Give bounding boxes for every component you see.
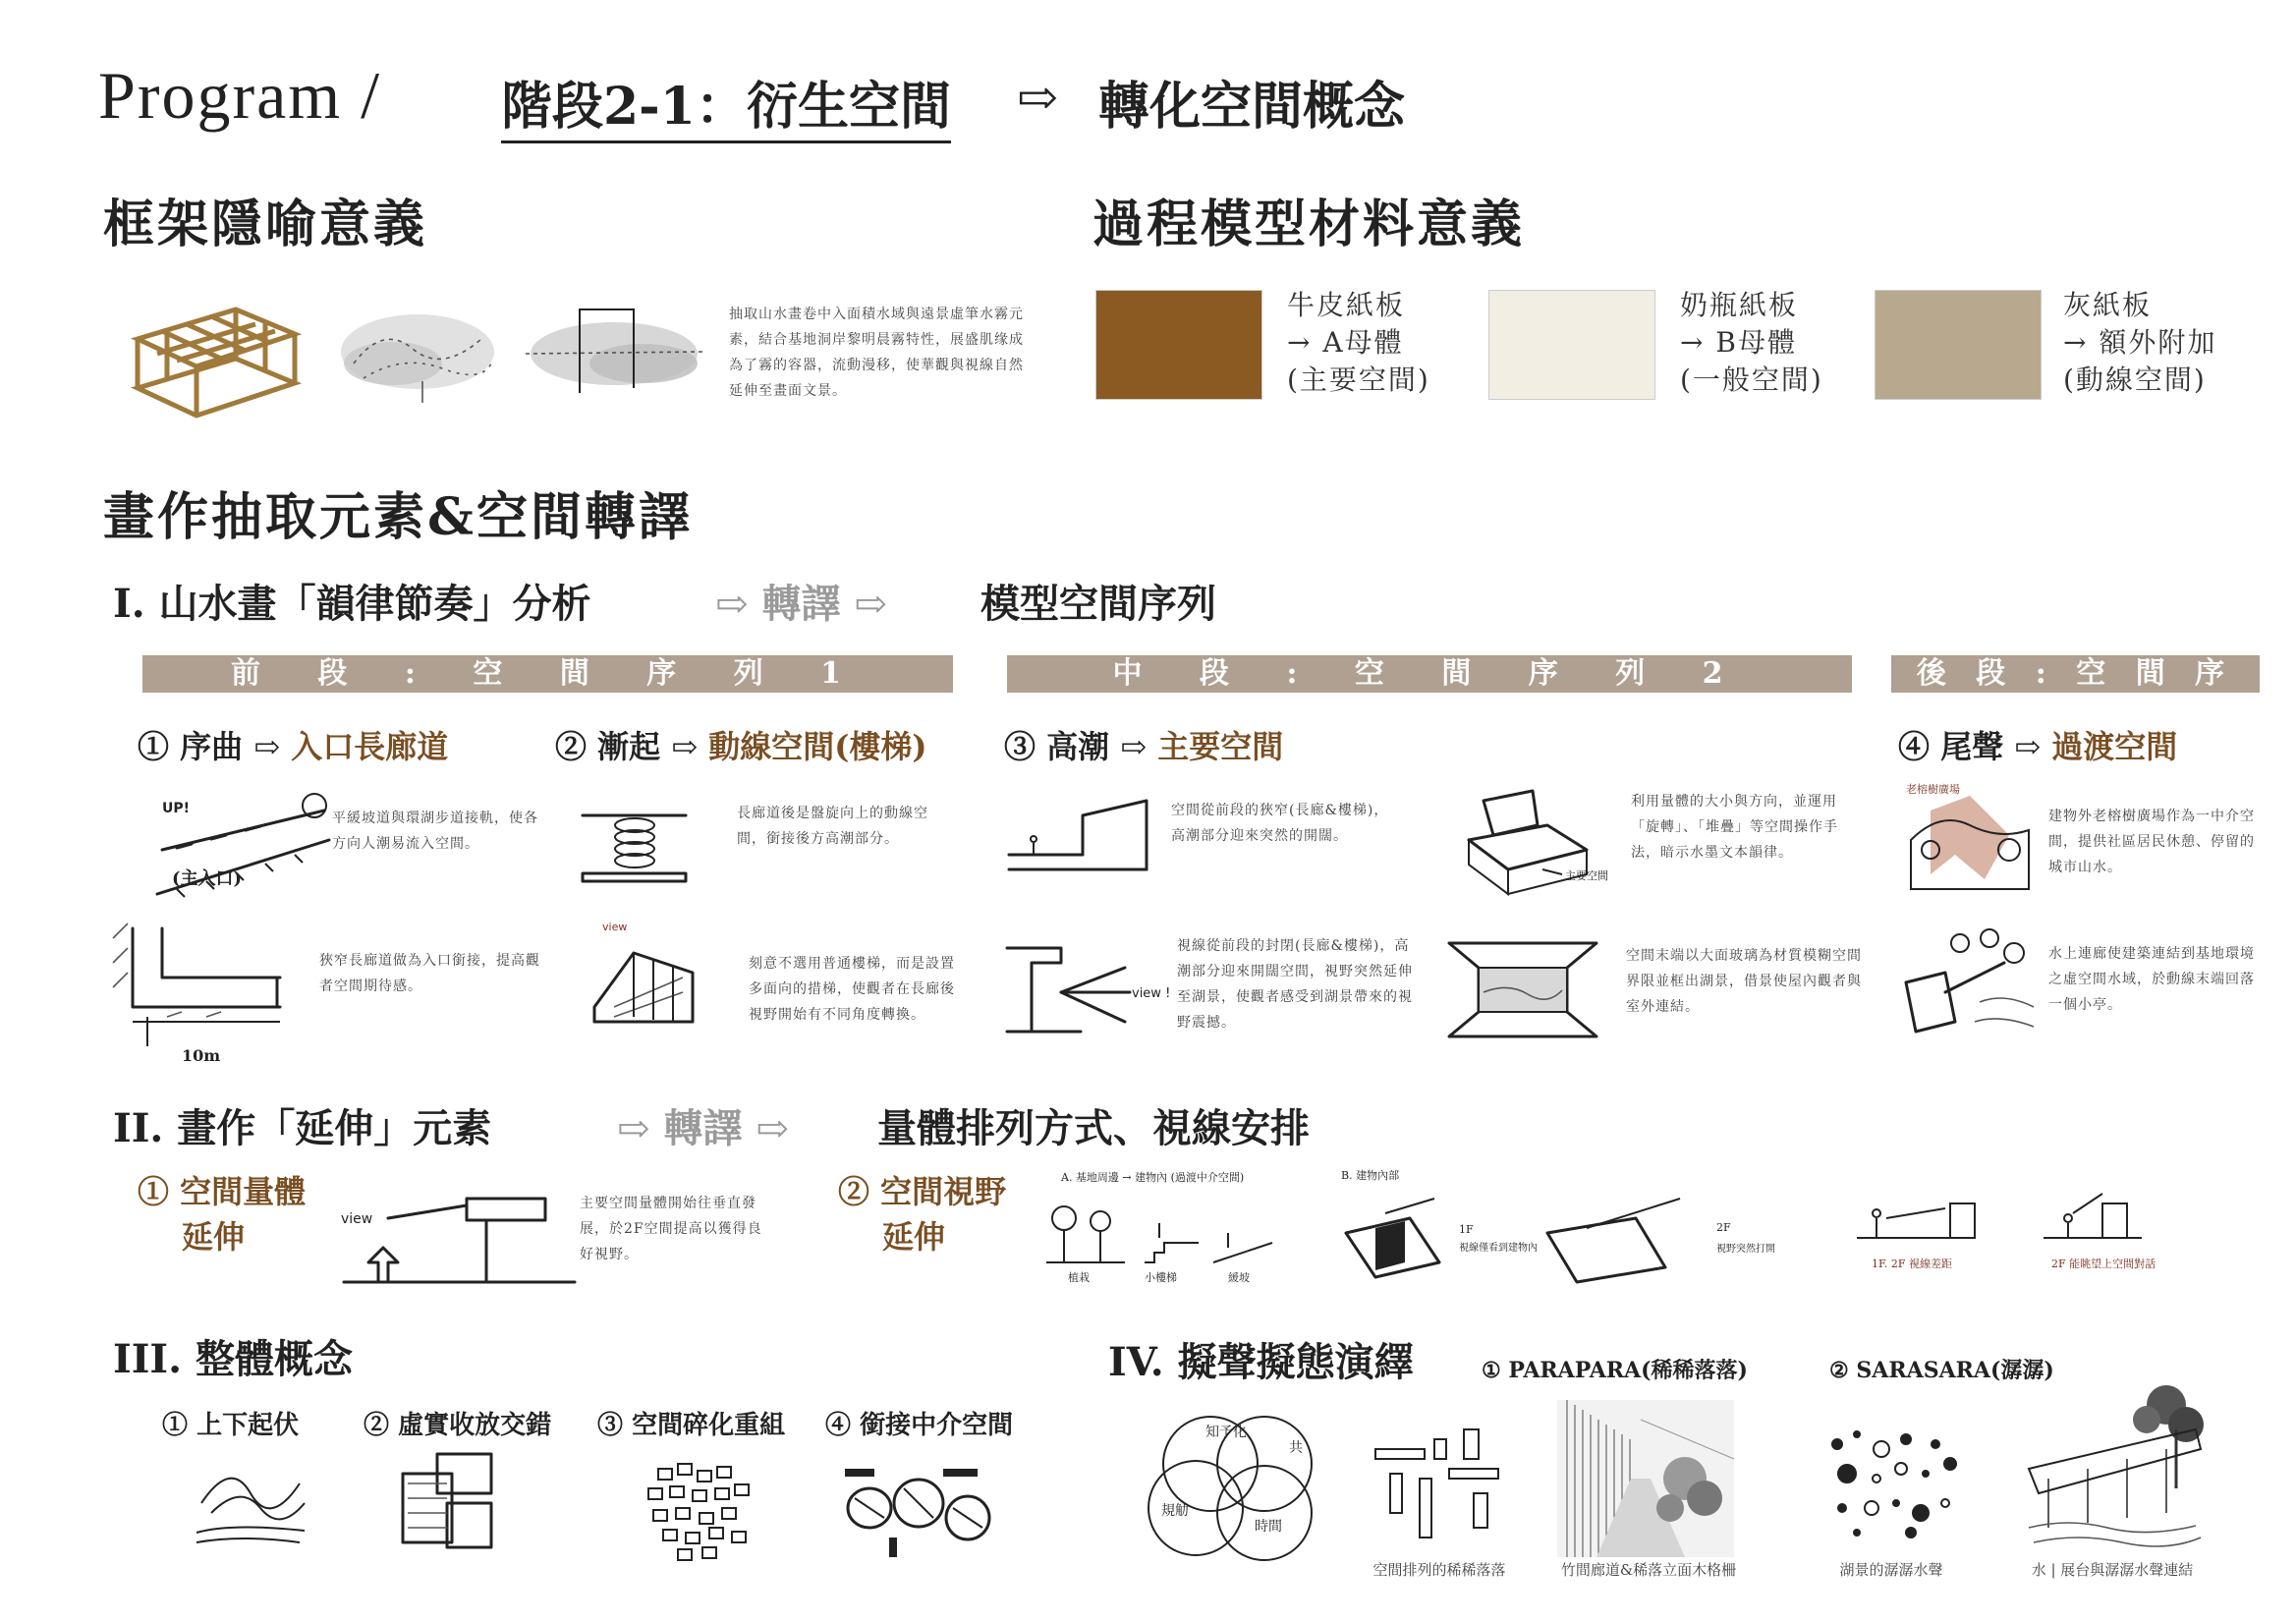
page-title: Program / [98, 58, 382, 133]
sequence-bar-1: 前 段 : 空 間 序 列 1 [142, 655, 953, 693]
water-dot [1873, 1475, 1880, 1482]
material-name-2: 奶瓶紙板 [1680, 289, 1799, 321]
caption-2: 竹間廊道&稀落立面木格柵 [1560, 1561, 1737, 1579]
fragment-block [717, 1467, 731, 1478]
item-prelude: ① 序曲 ⇨ 入口長廊道 [138, 728, 449, 765]
concept-2: ② 虛實收放交錯 [364, 1411, 552, 1440]
note-climax-2: 利用量體的大小與方向，並運用「旋轉」、「堆疊」等空間操作手法，暗示水墨文本韻律。 [1631, 794, 1838, 861]
water-dot [1832, 1439, 1842, 1449]
main-space-label: 主要空間 [1565, 869, 1608, 882]
material-label-2 [1680, 287, 1823, 399]
void-solid-sketch [393, 1449, 511, 1557]
fragment-block [735, 1484, 749, 1495]
floor-1f-text: 視線僅看到建物內 [1459, 1243, 1538, 1254]
stair-spiral-sketch [578, 791, 696, 889]
material-role-1: → A母體 [1287, 326, 1404, 359]
note-climax-4: 空間末端以大面玻璃為材質模糊空間界限並框出湖景，借景使屋內觀者與室外連結。 [1626, 948, 1862, 1015]
note-climax-1: 空間從前段的狹窄(長廊&樓梯)，高潮部分迎來突然的開闊。 [1171, 803, 1389, 844]
sight-b-label: B. 建物內部 [1341, 1169, 1400, 1182]
water-dot [1838, 1465, 1856, 1482]
material-note-3: (動線空間) [2063, 364, 2207, 396]
fragment-block [670, 1486, 684, 1497]
frame-section-title: 框架隱喻意義 [103, 195, 428, 254]
sequence-bar-2: 中 段 : 空 間 序 列 2 [1007, 655, 1852, 693]
water-dot [1893, 1500, 1899, 1506]
material-label-1 [1287, 287, 1430, 399]
interior-sight-sketch [1341, 1194, 1695, 1282]
water-dot [1865, 1501, 1878, 1515]
caption-4: 水 | 展台與潺潺水聲連結 [2031, 1561, 2194, 1579]
undulation-sketch [192, 1454, 309, 1552]
note-volume: 主要空間量體開始往垂直發展，於2F空間提高以獲得良好視野。 [580, 1196, 762, 1262]
concept-title: 轉化空間概念 [1098, 77, 1406, 137]
part1-label: I. 山水畫「韻律節奏」分析 [113, 581, 591, 627]
water-dot [1941, 1499, 1949, 1507]
frame-model-image [128, 290, 305, 418]
bridge-pavilion-sketch [1896, 923, 2044, 1051]
intermediary-sketch [840, 1464, 997, 1562]
material-name-1: 牛皮紙板 [1287, 289, 1406, 321]
water-dot [1895, 1463, 1907, 1475]
volume-extend-sketch [339, 1184, 585, 1292]
tree-plaza-label: 老榕樹廣場 [1906, 783, 1960, 796]
water-dots-sketch [1827, 1425, 1965, 1542]
water-dot [1854, 1530, 1860, 1536]
note-rising-2: 刻意不選用普通樓梯，而是設置多面向的措梯，使觀者在長廊後視野開始有不同角度轉換。 [749, 956, 955, 1023]
tree-plaza-sketch [1901, 781, 2039, 894]
fragment-sketch [639, 1459, 756, 1562]
concept-3: ③ 空間碎化重組 [597, 1411, 786, 1440]
fragment-block [698, 1471, 711, 1482]
water-dot [1838, 1504, 1846, 1512]
water-dot [1944, 1458, 1956, 1470]
note-rising: 長廊道後是盤旋向上的動線空間，銜接後方高潮部分。 [737, 806, 928, 847]
fragment-block [709, 1528, 723, 1538]
bamboo-corridor-sketch [1557, 1400, 1734, 1557]
item-climax: ③ 高潮 ⇨ 主要空間 [1004, 728, 1284, 765]
translate-label: 轉譯 [663, 1105, 743, 1151]
view-label-1: view [602, 921, 628, 933]
corridor-plan-sketch [108, 919, 295, 1056]
water-dot [1913, 1505, 1929, 1521]
water-dot [1854, 1431, 1860, 1437]
arrow-icon: ⇨ [715, 581, 749, 627]
part1-translate [715, 573, 887, 629]
sight-diff-label: 1F. 2F 視線差距 [1872, 1258, 1953, 1270]
milk-board-swatch [1488, 290, 1655, 400]
part2-translate [617, 1097, 789, 1153]
venn-diagram [1132, 1405, 1338, 1562]
water-dot [1906, 1528, 1916, 1538]
material-note-2: (一般空間) [1680, 364, 1823, 396]
material-role-3: → 額外附加 [2063, 326, 2217, 359]
note-prelude: 平緩坡道與環湖步道接軌，使各方向人潮易流入空間。 [332, 811, 538, 852]
floor-2f: 2F [1716, 1221, 1731, 1234]
water-dot [1874, 1441, 1889, 1457]
sight-2f-label: 2F 能眺望上空間對話 [2051, 1258, 2156, 1270]
floor-2f-text: 視野突然打開 [1716, 1244, 1775, 1255]
part2-label: II. 畫作「延伸」元素 [113, 1105, 492, 1151]
part2-target: 量體排列方式、視線安排 [877, 1105, 1310, 1151]
material-note-1: (主要空間) [1287, 364, 1430, 396]
sight-a-label: A. 基地周邊 → 建物內 (過渡中介空間) [1061, 1171, 1245, 1184]
fragment-block [678, 1549, 692, 1560]
part2-item-1: ① 空間量體 延伸 [138, 1173, 307, 1256]
water-dot [1901, 1434, 1911, 1444]
item-rising: ② 漸起 ⇨ 動線空間(樓梯) [555, 728, 927, 765]
concept-4: ④ 銜接中介空間 [825, 1411, 1014, 1440]
sight-c1: 植栽 [1068, 1271, 1090, 1284]
entrance-label: (主入口) [172, 868, 243, 889]
sparse-layout-sketch [1371, 1425, 1518, 1542]
arrow-icon: ⇨ [756, 1105, 789, 1151]
painting-section-title: 畫作抽取元素&空間轉譯 [103, 487, 693, 547]
stair-view-sketch [575, 919, 712, 1046]
note-ending-2: 水上連廊使建築連結到基地環境之虛空間水域，於動線末端回落一個小亭。 [2048, 946, 2255, 1013]
sight-c3: 緩坡 [1228, 1271, 1250, 1284]
up-label: UP! [162, 801, 191, 816]
fragment-block [715, 1488, 729, 1499]
arrow-icon: ⇨ [617, 1105, 650, 1151]
caption-1: 空間排列的稀稀落落 [1372, 1561, 1506, 1579]
arrow-icon: ⇨ [854, 581, 887, 627]
header-arrow-icon: ⇨ [1017, 69, 1058, 126]
water-dot [1932, 1440, 1939, 1448]
floor-1f: 1F [1459, 1223, 1474, 1236]
venn-label-3: 規觔 [1161, 1503, 1189, 1519]
translate-label: 轉譯 [761, 581, 841, 627]
climax-section-sketch [1004, 796, 1151, 874]
fragment-block [732, 1532, 746, 1542]
material-label-3 [2063, 287, 2216, 399]
venn-label-2: 共 [1289, 1440, 1303, 1456]
material-role-2: → B母體 [1680, 326, 1797, 359]
sequence-bar-3: 後 段 : 空 間 序 列 3 [1891, 655, 2260, 693]
caption-3: 湖景的潺潺水聲 [1839, 1561, 1943, 1579]
part3-label: III. 整體概念 [113, 1336, 353, 1382]
venn-label-4: 時間 [1255, 1519, 1282, 1535]
climax-model-sketch [1439, 781, 1606, 899]
water-stage-sketch [2029, 1380, 2206, 1552]
part1-target: 模型空間序列 [980, 581, 1216, 627]
mist-sketch-2 [526, 295, 702, 413]
fragment-block [653, 1510, 667, 1521]
mist-sketch-1 [334, 295, 501, 413]
stage-title: 階段2-1：衍生空間 [501, 65, 951, 143]
part4-sub-2: ② SARASARA(潺潺) [1829, 1358, 2054, 1383]
fragment-block [722, 1508, 736, 1519]
fragment-block [702, 1547, 716, 1558]
arrow-icon: ⇨ [1120, 728, 1148, 765]
note-climax-3: 視線從前段的封閉(長廊&樓梯)，高潮部分迎來開闊空間，視野突然延伸至湖景，使觀者感受到湖景帶來的視野震撼。 [1177, 938, 1413, 1031]
view-label-2: view ! [1132, 986, 1171, 1001]
venn-label-1: 知予化 [1205, 1425, 1247, 1440]
water-dot [1923, 1471, 1929, 1477]
view-opening-sketch [1002, 938, 1169, 1036]
glass-frame-sketch [1439, 933, 1606, 1041]
arrow-icon: ⇨ [671, 728, 699, 765]
fragment-block [678, 1464, 692, 1475]
fragment-block [700, 1513, 713, 1524]
part4-sub-1: ① PARAPARA(稀稀落落) [1482, 1358, 1748, 1383]
part4-label: IV. 擬聲擬態演繹 [1108, 1339, 1414, 1385]
grey-board-swatch [1875, 290, 2042, 400]
part2-item-2: ② 空間視野 延伸 [838, 1173, 1007, 1256]
length-label: 10m [182, 1046, 221, 1065]
concept-1: ① 上下起伏 [162, 1411, 300, 1440]
note-ending-1: 建物外老榕樹廣場作為一中介空間，提供社區居民休憩、停留的城市山水。 [2048, 809, 2255, 875]
item-ending: ④ 尾聲 ⇨ 過渡空間 [1898, 728, 2178, 765]
fragment-block [663, 1530, 677, 1540]
kraft-board-swatch [1095, 290, 1262, 400]
material-section-title: 過程模型材料意義 [1092, 195, 1526, 254]
arrow-icon: ⇨ [253, 728, 281, 765]
sight-c2: 小樓梯 [1145, 1271, 1177, 1284]
fragment-block [658, 1469, 672, 1480]
arrow-icon: ⇨ [2014, 728, 2042, 765]
fragment-block [648, 1488, 662, 1499]
floor-sight-sketch [1847, 1184, 2260, 1262]
material-name-3: 灰紙板 [2063, 289, 2153, 321]
fragment-block [676, 1508, 690, 1519]
fragment-block [693, 1490, 706, 1501]
view-label-3: view [341, 1211, 373, 1227]
fragment-block [686, 1533, 700, 1543]
note-prelude-2: 狹窄長廊道做為入口銜接，提高觀者空間期待感。 [319, 953, 540, 994]
frame-text: 抽取山水畫卷中入面積水域與遠景虛筆水霧元素，結合基地洞岸黎明晨霧特性，展盛肌缘成為了霧的容器，流動漫移，使華觀與視線自然延伸至畫面文景。 [729, 307, 1024, 399]
